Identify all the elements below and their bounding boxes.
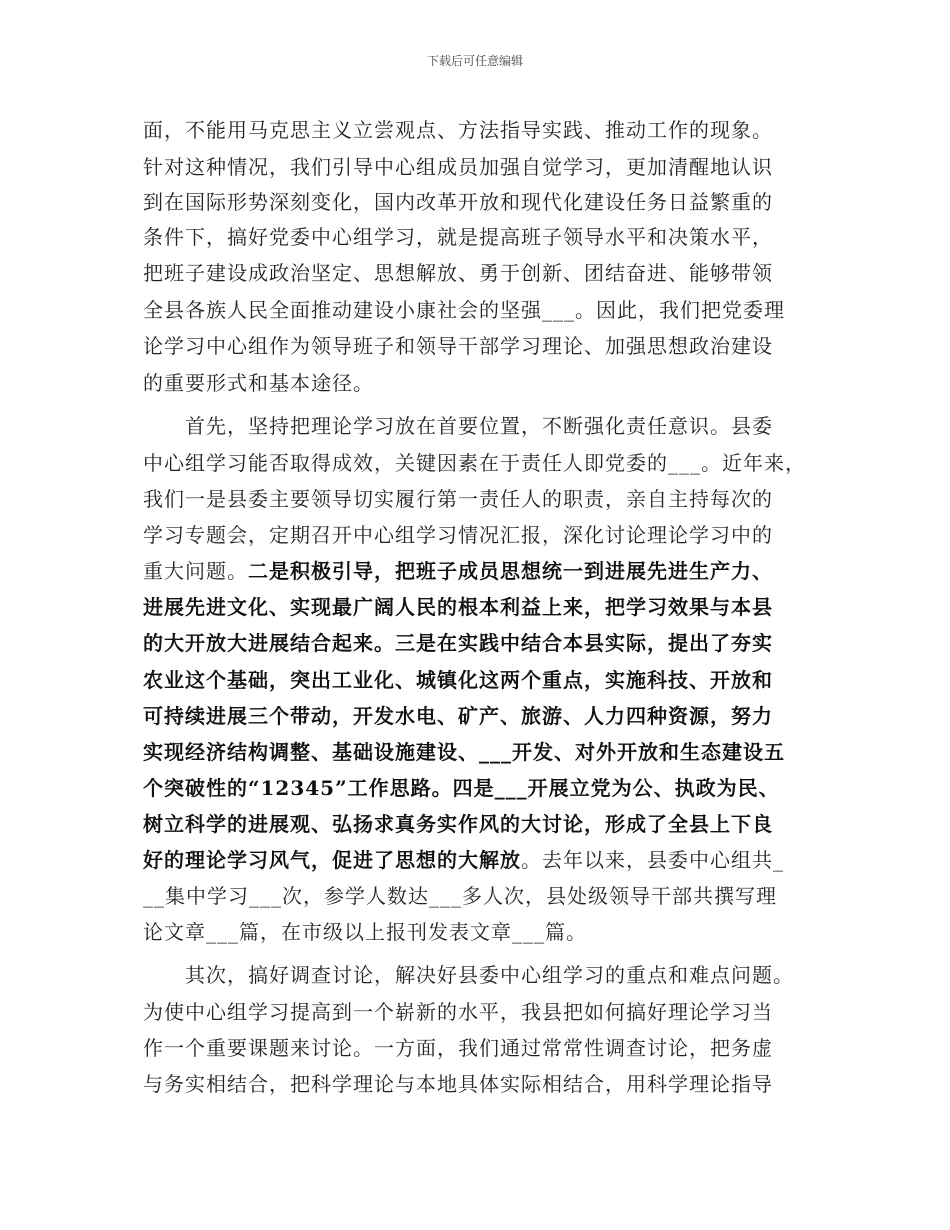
paragraph-line: 条件下，搞好党委中心组学习，就是提高班子领导水平和决策水平， xyxy=(143,225,773,249)
paragraph-line: 与务实相结合，把科学理论与本地具体实际相结合，用科学理论指导 xyxy=(143,1072,773,1096)
paragraph-line: 面，不能用马克思主义立尝观点、方法指导实践、推动工作的现象。 xyxy=(143,118,773,142)
bold-paragraph-line: 实现经济结构调整、基础设施建设、___开发、对外开放和生态建设五 xyxy=(143,740,785,764)
paragraph-line: 我们一是县委主要领导切实履行第一责任人的职责，亲自主持每次的 xyxy=(143,487,773,511)
paragraph-line: 其次，搞好调查讨论，解决好县委中心组学习的重点和难点问题。 xyxy=(185,963,794,987)
paragraph-line: __集中学习___次，参学人数达___多人次，县处级领导干部共撰写理 xyxy=(143,884,777,908)
plain-text: 重大问题。 xyxy=(143,559,248,583)
paragraph-line: 学习专题会，定期召开中心组学习情况汇报，深化讨论理论学习中的 xyxy=(143,523,773,547)
paragraph-line: 论文章___篇，在市级以上报刊发表文章___篇。 xyxy=(143,920,587,944)
paragraph-line: 全县各族人民全面推动建设小康社会的坚强___。因此，我们把党委理 xyxy=(143,298,785,322)
bold-paragraph-line: 进展先进文化、实现最广阔人民的根本利益上来，把学习效果与本县 xyxy=(143,595,773,619)
plain-text: 。去年以来，县委中心组共_ xyxy=(521,848,784,872)
bold-paragraph-line: 树立科学的进展观、弘扬求真务实作风的大讨论，形成了全县上下良 xyxy=(143,812,773,836)
bold-paragraph-line: 农业这个基础，突出工业化、城镇化这两个重点，实施科技、开放和 xyxy=(143,668,773,692)
bold-paragraph-line: 个突破性的“12345”工作思路。四是___开展立党为公、执政为民、 xyxy=(143,776,780,800)
paragraph-line: 作一个重要课题来讨论。一方面，我们通过常常性调查讨论，把务虚 xyxy=(143,1036,773,1060)
paragraph-line: 论学习中心组作为领导班子和领导干部学习理论、加强思想政治建设 xyxy=(143,334,773,358)
paragraph-line xyxy=(143,847,823,873)
bold-text: 二是积极引导，把班子成员思想统一到进展先进生产力、 xyxy=(248,559,773,583)
paragraph-line: 的重要形式和基本途径。 xyxy=(143,371,374,395)
paragraph-line: 针对这种情况，我们引导中心组成员加强自觉学习，更加清醒地认识 xyxy=(143,155,773,179)
paragraph-line: 为使中心组学习提高到一个崭新的水平，我县把如何搞好理论学习当 xyxy=(143,1000,773,1024)
bold-paragraph-line: 的大开放大进展结合起来。三是在实践中结合本县实际，提出了夯实 xyxy=(143,631,773,655)
paragraph-line xyxy=(143,558,823,584)
page-header: 下载后可任意编辑 xyxy=(426,54,523,68)
paragraph-line: 中心组学习能否取得成效，关键因素在于责任人即党委的___。近年来， xyxy=(143,451,806,475)
bold-text: 好的理论学习风气，促进了思想的大解放 xyxy=(143,848,521,872)
bold-paragraph-line: 可持续进展三个带动，开发水电、矿产、旅游、人力四种资源，努力 xyxy=(143,704,773,728)
paragraph-line: 到在国际形势深刻变化，国内改革开放和现代化建设任务日益繁重的 xyxy=(143,190,773,214)
paragraph-line: 把班子建设成政治坚定、思想解放、勇于创新、团结奋进、能够带领 xyxy=(143,261,773,285)
paragraph-line: 首先，坚持把理论学习放在首要位置，不断强化责任意识。县委 xyxy=(185,414,773,438)
